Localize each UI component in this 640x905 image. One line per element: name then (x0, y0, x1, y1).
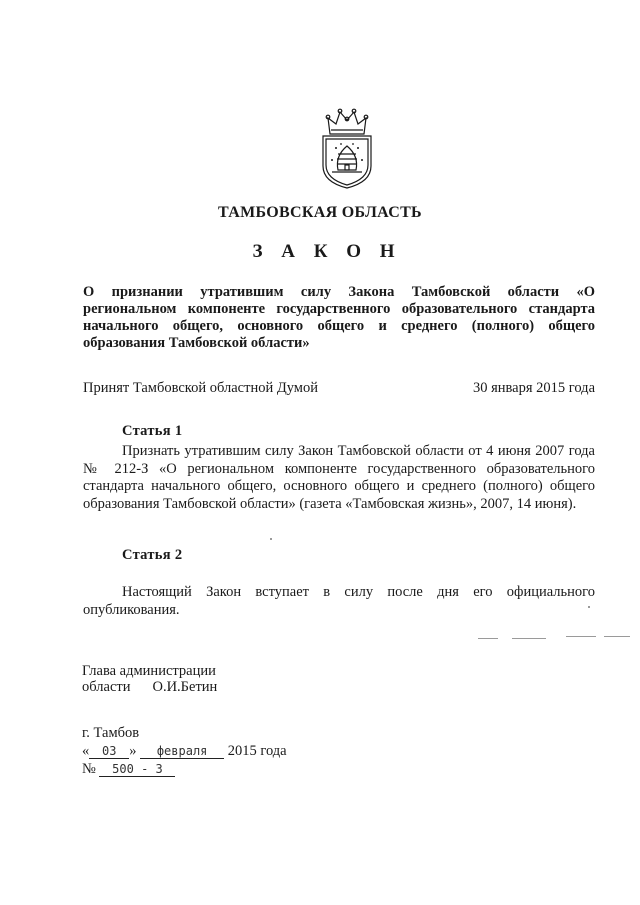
adoption-date: 30 января 2015 года (472, 380, 595, 396)
law-title: О признании утратившим силу Закона Тамбовской области «О региональном компоненте государственного образовательного стандарта начального общего, основного общего и среднего (полного) общего образования Тамбовской области» (83, 284, 595, 351)
place-date-number (82, 724, 287, 778)
scan-mark (566, 636, 596, 637)
date-day: 03 (89, 745, 129, 759)
scan-mark (478, 638, 498, 639)
article-2-heading: Статья 2 (122, 547, 183, 563)
law-number-value: 500 - З (99, 763, 175, 777)
adoption-line (83, 380, 595, 397)
signatory-position: Глава администрации (82, 663, 216, 679)
adopted-by: Принят Тамбовской областной Думой (83, 380, 318, 396)
scan-mark (512, 638, 546, 639)
date-year: 2015 года (227, 743, 287, 759)
date-month: февраля (140, 745, 224, 759)
region-title: ТАМБОВСКАЯ ОБЛАСТЬ (218, 204, 422, 221)
scan-mark (604, 636, 630, 637)
signatory-name: О.И.Бетин (152, 679, 218, 695)
signature-block (82, 663, 217, 695)
article-1-heading: Статья 1 (122, 423, 183, 439)
document-type: З А К О Н (252, 241, 402, 262)
law-number: № 500 - З (82, 760, 287, 778)
city: г. Тамбов (82, 725, 140, 741)
coat-of-arms-icon (316, 108, 378, 190)
signing-date: « 03 » февраля 2015 года (82, 743, 287, 759)
scan-mark (588, 606, 590, 608)
article-2-text: Настоящий Закон вступает в силу после дня его официального опубликования. (83, 584, 595, 618)
article-1-text: Признать утратившим силу Закон Тамбовской области от 4 июня 2007 года № 212-З «О региональном компоненте государственного образовательного стандарта начального общего, основного общего и среднего (полного) общего образования Тамбовской области» (газета «Тамбовская жизнь», 2007, 14 июня). (83, 443, 595, 512)
scan-mark (270, 538, 272, 540)
signatory-position-cont: области (82, 679, 131, 695)
